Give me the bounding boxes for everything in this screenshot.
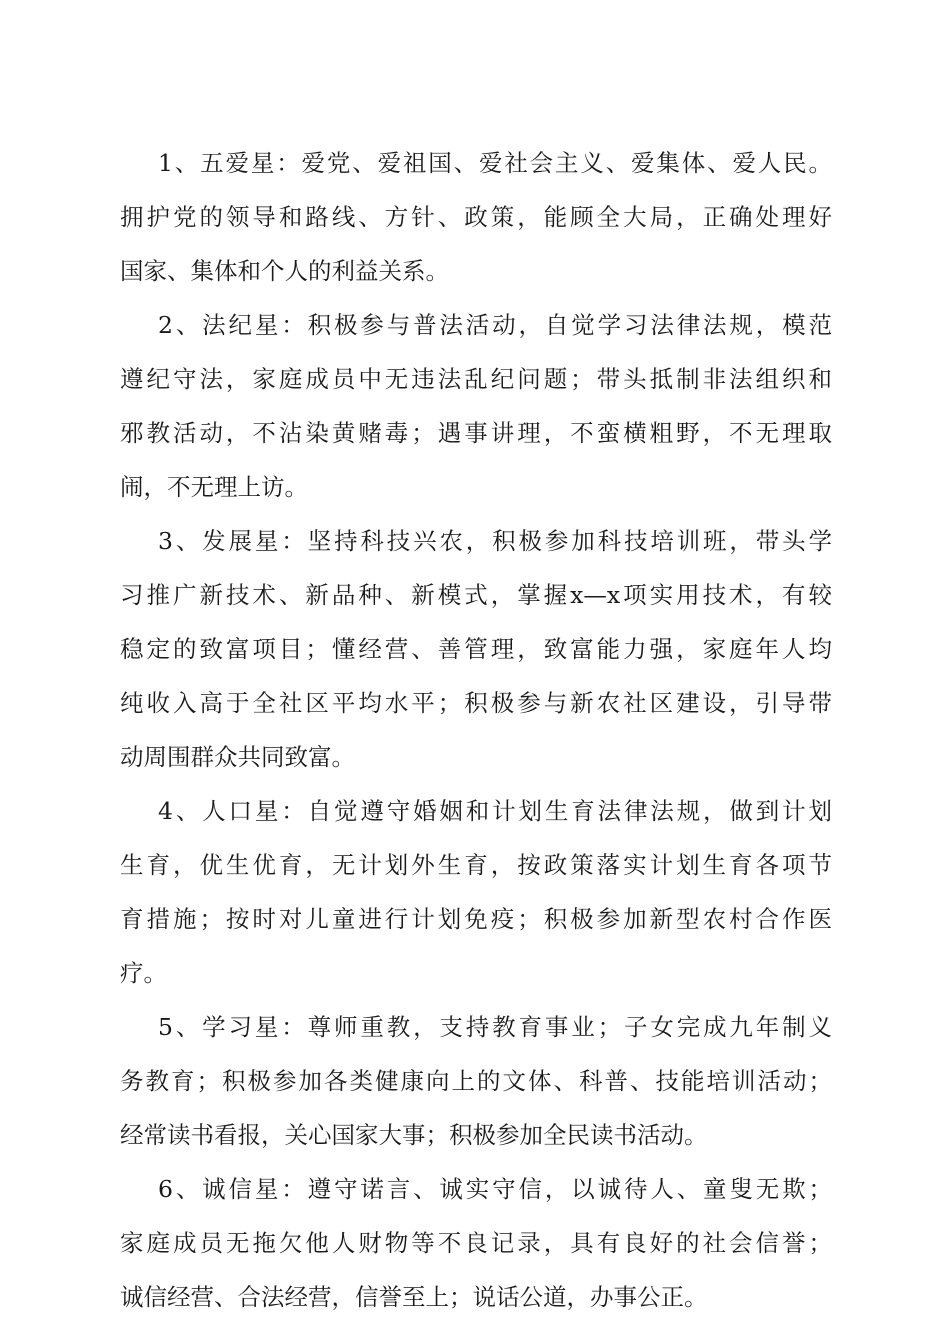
text-line: 闹，不无理上访。	[120, 473, 308, 501]
text-line: 1、五爱星：爱党、爱祖国、爱社会主义、爱集体、爱人民。	[158, 149, 832, 177]
text-line: 拥护党的领导和路线、方针、政策，能顾全大局，正确处理好	[120, 203, 832, 231]
document-body	[120, 136, 832, 1324]
text-line: 3、发展星：坚持科技兴农，积极参加科技培训班，带头学	[158, 527, 832, 555]
paragraph-renkou-star	[120, 784, 832, 1000]
text-line: 国家、集体和个人的利益关系。	[120, 257, 449, 285]
text-line: 4、人口星：自觉遵守婚姻和计划生育法律法规，做到计划	[158, 797, 832, 825]
text-line: 纯收入高于全社区平均水平；积极参与新农社区建设，引导带	[120, 689, 832, 717]
paragraph-chengxin-star	[120, 1162, 832, 1324]
text-line: 经常读书看报，关心国家大事；积极参加全民读书活动。	[120, 1121, 708, 1149]
paragraph-faji-star	[120, 298, 832, 514]
text-line: 邪教活动，不沾染黄赌毒；遇事讲理，不蛮横粗野，不无理取	[120, 419, 832, 447]
text-line: 5、学习星：尊师重教，支持教育事业；子女完成九年制义	[158, 1013, 832, 1041]
text-line: 生育，优生优育，无计划外生育，按政策落实计划生育各项节	[120, 851, 832, 879]
paragraph-wuai-star	[120, 136, 832, 298]
text-line: 务教育；积极参加各类健康向上的文体、科普、技能培训活动；	[120, 1067, 832, 1095]
text-line: 家庭成员无拖欠他人财物等不良记录，具有良好的社会信誉；	[120, 1229, 832, 1257]
text-line: 诚信经营、合法经营，信誉至上；说话公道，办事公正。	[120, 1283, 708, 1311]
text-line: 遵纪守法，家庭成员中无违法乱纪问题；带头抵制非法组织和	[120, 365, 832, 393]
paragraph-xuexi-star	[120, 1000, 832, 1162]
text-line: 6、诚信星：遵守诺言、诚实守信，以诚待人、童叟无欺；	[158, 1175, 832, 1203]
text-line: 育措施；按时对儿童进行计划免疫；积极参加新型农村合作医	[120, 905, 832, 933]
text-line: 动周围群众共同致富。	[120, 743, 355, 771]
text-line: 习推广新技术、新品种、新模式，掌握x—x项实用技术，有较	[120, 581, 832, 609]
text-line: 2、法纪星：积极参与普法活动，自觉学习法律法规，模范	[158, 311, 832, 339]
text-line: 疗。	[120, 959, 167, 987]
text-line: 稳定的致富项目；懂经营、善管理，致富能力强，家庭年人均	[120, 635, 832, 663]
paragraph-fazhan-star	[120, 514, 832, 784]
